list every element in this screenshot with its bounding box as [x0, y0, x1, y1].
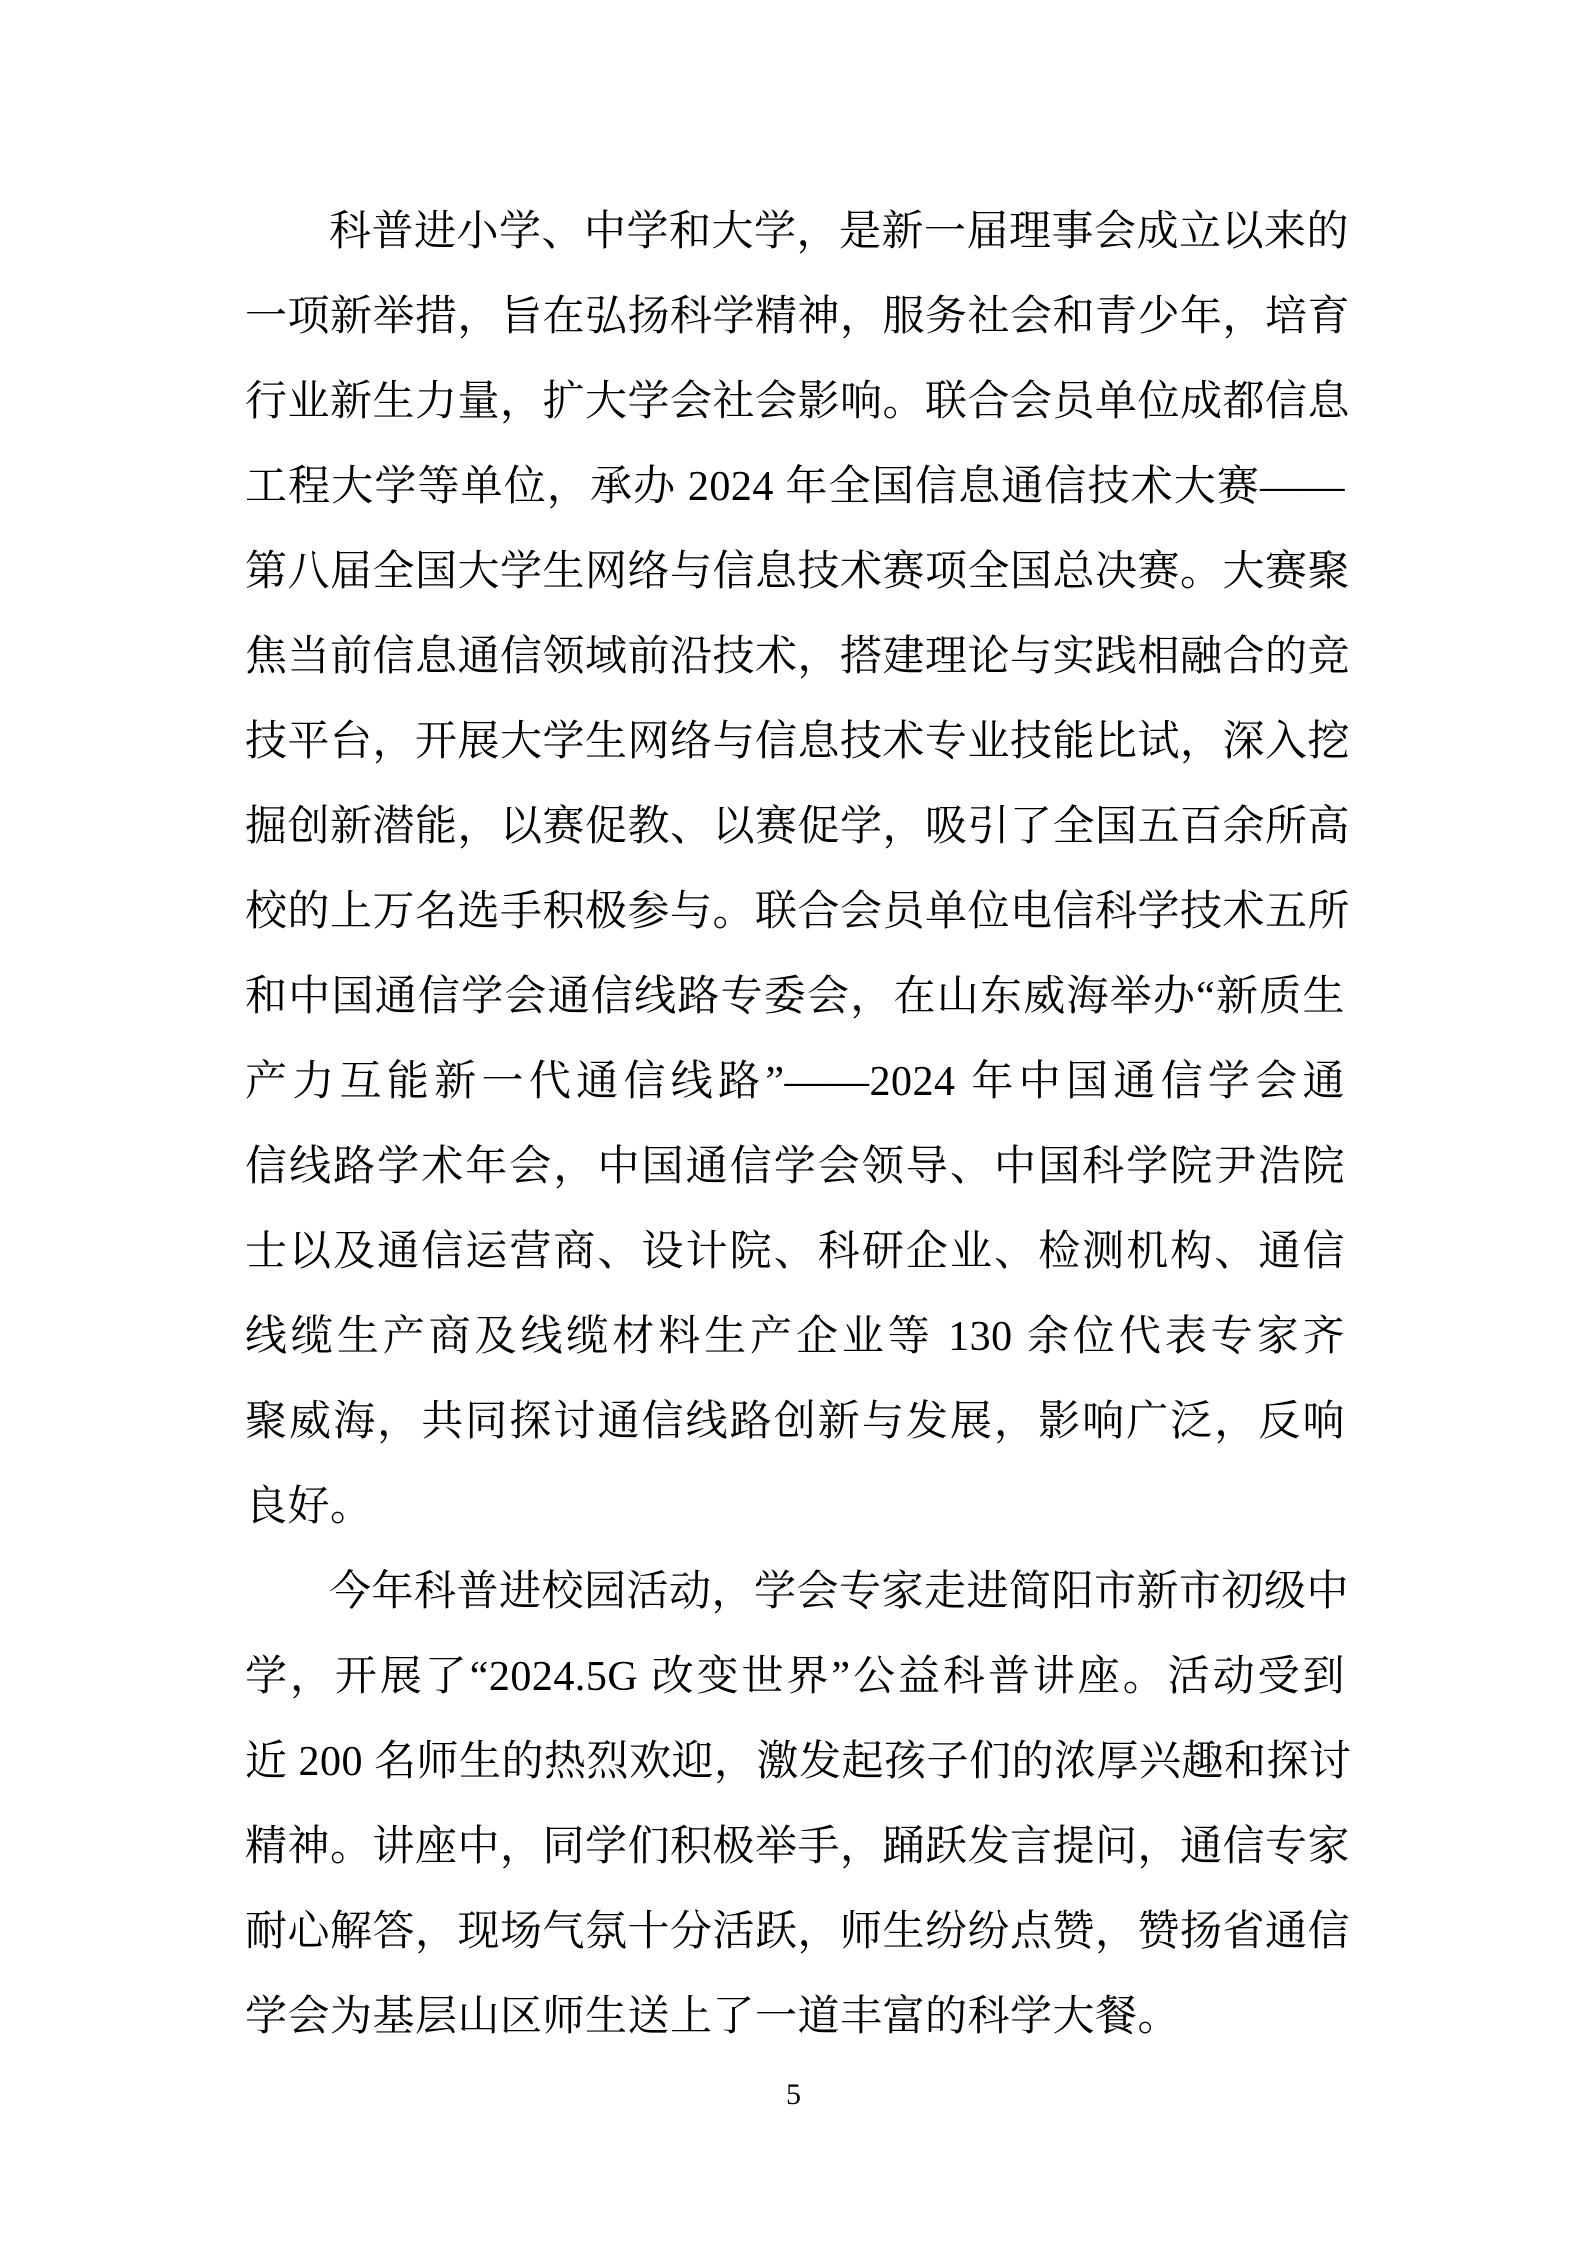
paragraph-line: 科普进小学、中学和大学，是新一届理事会成立以来的 [329, 209, 1350, 255]
paragraph-line: 工程大学等单位，承办 2024 年全国信息通信技术大赛—— [245, 464, 1345, 510]
paragraph-line: 学会为基层山区师生送上了一道丰富的科学大餐。 [245, 1994, 1181, 2040]
paragraph-line: 技平台，开展大学生网络与信息技术专业技能比试，深入挖 [245, 719, 1351, 765]
paragraph-line: 今年科普进校园活动，学会专家走进简阳市新市初级中 [329, 1569, 1350, 1615]
paragraph-line: 焦当前信息通信领域前沿技术，搭建理论与实践相融合的竞 [245, 634, 1351, 680]
paragraph-line: 士以及通信运营商、设计院、科研企业、检测机构、通信 [245, 1229, 1345, 1275]
paragraph-line: 信线路学术年会，中国通信学会领导、中国科学院尹浩院 [245, 1144, 1345, 1190]
paragraph-line: 近 200 名师生的热烈欢迎，激发起孩子们的浓厚兴趣和探讨 [245, 1739, 1352, 1785]
paragraph-line: 第八届全国大学生网络与信息技术赛项全国总决赛。大赛聚 [245, 549, 1351, 595]
paragraph-line: 学，开展了“2024.5G 改变世界”公益科普讲座。活动受到 [245, 1654, 1345, 1700]
paragraph-line: 耐心解答，现场气氛十分活跃，师生纷纷点赞，赞扬省通信 [245, 1909, 1351, 1955]
paragraph-line: 和中国通信学会通信线路专委会，在山东威海举办“新质生 [245, 974, 1345, 1020]
paragraph-line: 产力互能新一代通信线路”——2024 年中国通信学会通 [245, 1059, 1345, 1105]
paragraph-line: 校的上万名选手积极参与。联合会员单位电信科学技术五所 [245, 889, 1351, 935]
paragraph-line: 线缆生产商及线缆材料生产企业等 130 余位代表专家齐 [245, 1314, 1345, 1360]
paragraph-line: 精神。讲座中，同学们积极举手，踊跃发言提问，通信专家 [245, 1824, 1351, 1870]
text-content [245, 190, 1352, 2060]
paragraph-line: 掘创新潜能，以赛促教、以赛促学，吸引了全国五百余所高 [245, 804, 1351, 850]
paragraph-line: 聚威海，共同探讨通信线路创新与发展，影响广泛，反响 [245, 1399, 1345, 1445]
paragraph-line: 良好。 [245, 1484, 373, 1530]
paragraph-line: 行业新生力量，扩大学会社会影响。联合会员单位成都信息 [245, 379, 1351, 425]
paragraph-line: 一项新举措，旨在弘扬科学精神，服务社会和青少年，培育 [245, 294, 1351, 340]
page-number: 5 [786, 2078, 801, 2111]
